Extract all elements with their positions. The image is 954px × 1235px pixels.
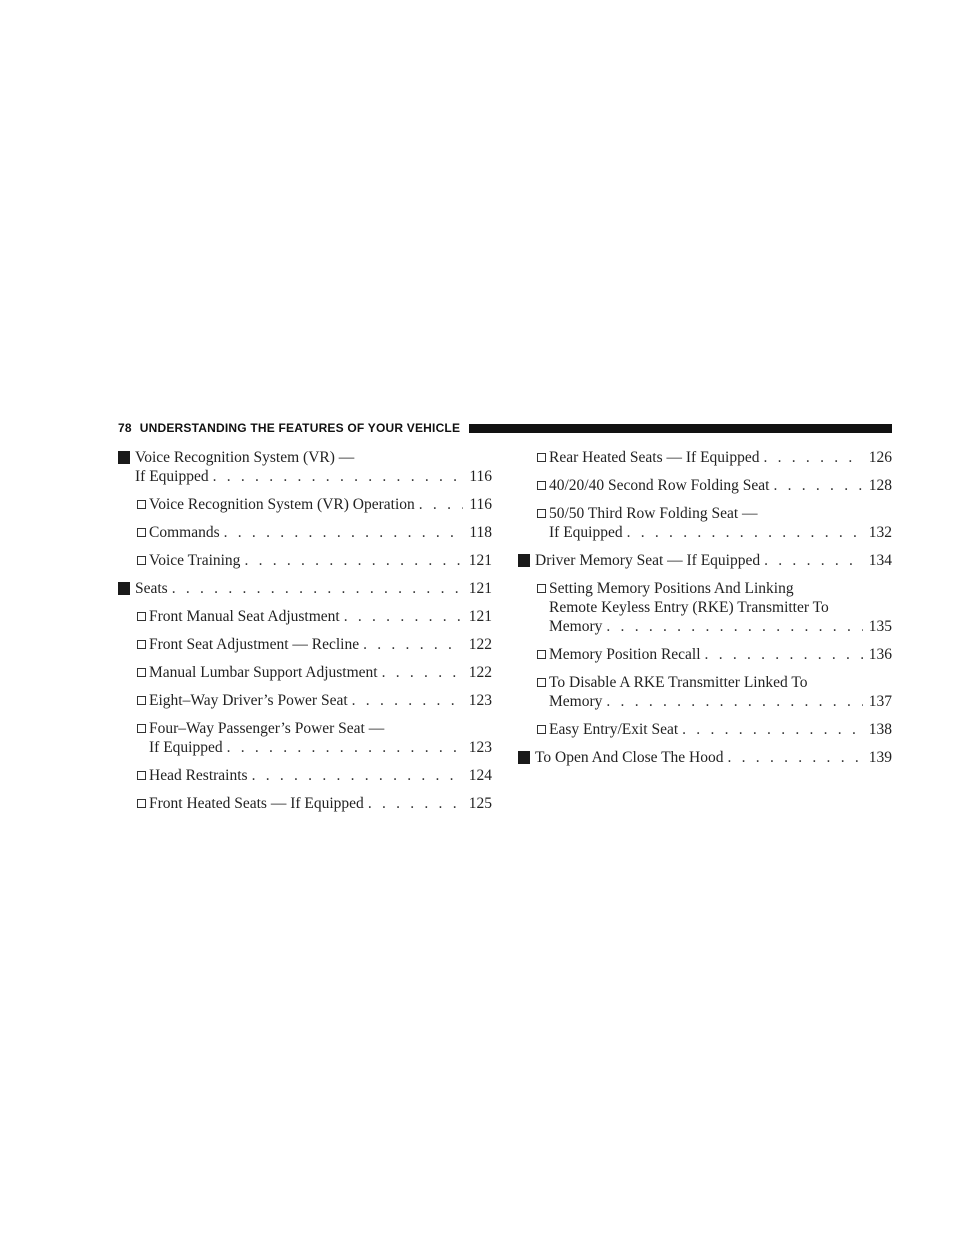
dot-leader xyxy=(419,495,463,514)
header-rule xyxy=(469,424,892,433)
toc-entry-text: To Disable A RKE Transmitter Linked To xyxy=(549,674,808,691)
toc-page-number: 123 xyxy=(468,692,492,709)
dot-leader xyxy=(352,691,463,710)
toc-page-number: 139 xyxy=(868,749,892,766)
toc-entry-text: Remote Keyless Entry (RKE) Transmitter To xyxy=(549,599,829,616)
hollow-square-bullet-icon xyxy=(537,481,546,490)
hollow-square-bullet-icon xyxy=(537,650,546,659)
dot-leader xyxy=(368,794,463,813)
toc-subsection-entry[interactable] xyxy=(118,691,492,710)
toc-subsection-entry[interactable] xyxy=(518,645,892,664)
hollow-square-bullet-icon xyxy=(137,640,146,649)
toc-entry-text: Seats xyxy=(135,580,168,597)
toc-entry-text: Easy Entry/Exit Seat xyxy=(549,721,679,738)
toc-entry-text: Memory xyxy=(549,693,603,710)
toc-page-number: 116 xyxy=(469,496,492,513)
toc-section-entry[interactable] xyxy=(518,748,892,767)
toc-entry-text: Voice Recognition System (VR) — xyxy=(135,449,355,466)
toc-subsection-entry[interactable] xyxy=(118,635,492,654)
toc-entry-text: Front Heated Seats — If Equipped xyxy=(149,795,364,812)
toc-page-number: 118 xyxy=(469,524,492,541)
toc-page-number: 123 xyxy=(468,739,492,756)
toc-page-number: 116 xyxy=(469,468,492,485)
page-header xyxy=(118,419,892,437)
toc-subsection-entry[interactable] xyxy=(518,476,892,495)
filled-square-bullet-icon xyxy=(118,582,130,595)
toc-left-column xyxy=(118,448,492,822)
hollow-square-bullet-icon xyxy=(537,509,546,518)
toc-page-number: 132 xyxy=(868,524,892,541)
toc-entry-text: 50/50 Third Row Folding Seat — xyxy=(549,505,758,522)
dot-leader xyxy=(172,579,463,598)
toc-entry-text: Memory Position Recall xyxy=(549,646,701,663)
toc-subsection-entry[interactable] xyxy=(118,523,492,542)
toc-entry-text: Front Manual Seat Adjustment xyxy=(149,608,340,625)
toc-subsection-entry[interactable] xyxy=(118,766,492,785)
filled-square-bullet-icon xyxy=(518,751,530,764)
running-title: UNDERSTANDING THE FEATURES OF YOUR VEHICLE xyxy=(139,421,461,435)
toc-page-number: 125 xyxy=(468,795,492,812)
hollow-square-bullet-icon xyxy=(137,612,146,621)
dot-leader xyxy=(227,738,463,757)
dot-leader xyxy=(363,635,463,654)
toc-page-number: 137 xyxy=(868,693,892,710)
dot-leader xyxy=(682,720,863,739)
hollow-square-bullet-icon xyxy=(137,696,146,705)
toc-subsection-entry[interactable] xyxy=(118,551,492,570)
hollow-square-bullet-icon xyxy=(137,771,146,780)
hollow-square-bullet-icon xyxy=(537,453,546,462)
hollow-square-bullet-icon xyxy=(537,678,546,687)
toc-subsection-entry[interactable] xyxy=(518,579,892,636)
dot-leader xyxy=(244,551,462,570)
toc-subsection-entry[interactable] xyxy=(118,794,492,813)
dot-leader xyxy=(344,607,463,626)
dot-leader xyxy=(627,523,863,542)
dot-leader xyxy=(773,476,862,495)
dot-leader xyxy=(763,448,862,467)
toc-section-entry[interactable] xyxy=(118,579,492,598)
toc-entry-text: Manual Lumbar Support Adjustment xyxy=(149,664,378,681)
toc-subsection-entry[interactable] xyxy=(518,720,892,739)
toc-page-number: 121 xyxy=(468,552,492,569)
toc-entry-text: If Equipped xyxy=(149,739,223,756)
hollow-square-bullet-icon xyxy=(537,725,546,734)
toc-entry-text: Setting Memory Positions And Linking xyxy=(549,580,794,597)
toc-page-number: 134 xyxy=(868,552,892,569)
toc-entry-text: If Equipped xyxy=(135,468,209,485)
toc-entry-text: Four–Way Passenger’s Power Seat — xyxy=(149,720,385,737)
toc-entry-text: Voice Recognition System (VR) Operation xyxy=(149,496,415,513)
dot-leader xyxy=(705,645,863,664)
filled-square-bullet-icon xyxy=(118,451,130,464)
toc-subsection-entry[interactable] xyxy=(518,448,892,467)
toc-entry-text: Eight–Way Driver’s Power Seat xyxy=(149,692,348,709)
toc-entry-text: Voice Training xyxy=(149,552,241,569)
hollow-square-bullet-icon xyxy=(137,668,146,677)
hollow-square-bullet-icon xyxy=(537,584,546,593)
toc-right-column xyxy=(518,448,892,776)
hollow-square-bullet-icon xyxy=(137,724,146,733)
page-number: 78 xyxy=(118,421,132,435)
dot-leader xyxy=(606,617,862,636)
toc-page-number: 135 xyxy=(868,618,892,635)
toc-subsection-entry[interactable] xyxy=(118,607,492,626)
toc-page-number: 122 xyxy=(468,636,492,653)
toc-entry-text: Memory xyxy=(549,618,603,635)
dot-leader xyxy=(728,748,863,767)
toc-entry-text: 40/20/40 Second Row Folding Seat xyxy=(549,477,770,494)
toc-page-number: 136 xyxy=(868,646,892,663)
dot-leader xyxy=(252,766,463,785)
toc-subsection-entry[interactable] xyxy=(518,673,892,711)
toc-entry-text: If Equipped xyxy=(549,524,623,541)
dot-leader xyxy=(606,692,862,711)
toc-page-number: 122 xyxy=(468,664,492,681)
toc-subsection-entry[interactable] xyxy=(118,719,492,757)
toc-section-entry[interactable] xyxy=(518,551,892,570)
hollow-square-bullet-icon xyxy=(137,528,146,537)
hollow-square-bullet-icon xyxy=(137,799,146,808)
dot-leader xyxy=(382,663,463,682)
toc-page-number: 138 xyxy=(868,721,892,738)
toc-entry-text: Head Restraints xyxy=(149,767,248,784)
filled-square-bullet-icon xyxy=(518,554,530,567)
toc-page-number: 124 xyxy=(468,767,492,784)
dot-leader xyxy=(764,551,863,570)
toc-subsection-entry[interactable] xyxy=(518,504,892,542)
hollow-square-bullet-icon xyxy=(137,556,146,565)
toc-page-number: 126 xyxy=(868,449,892,466)
dot-leader xyxy=(224,523,463,542)
toc-entry-text: Rear Heated Seats — If Equipped xyxy=(549,449,760,466)
toc-entry-text: Commands xyxy=(149,524,220,541)
toc-entry-text: Driver Memory Seat — If Equipped xyxy=(535,552,761,569)
toc-entry-text: Front Seat Adjustment — Recline xyxy=(149,636,360,653)
toc-entry-text: To Open And Close The Hood xyxy=(535,749,724,766)
hollow-square-bullet-icon xyxy=(137,500,146,509)
toc-page-number: 121 xyxy=(468,608,492,625)
dot-leader xyxy=(213,467,463,486)
toc-subsection-entry[interactable] xyxy=(118,495,492,514)
toc-section-entry[interactable] xyxy=(118,448,492,486)
toc-page-number: 128 xyxy=(868,477,892,494)
toc-page-number: 121 xyxy=(468,580,492,597)
toc-subsection-entry[interactable] xyxy=(118,663,492,682)
